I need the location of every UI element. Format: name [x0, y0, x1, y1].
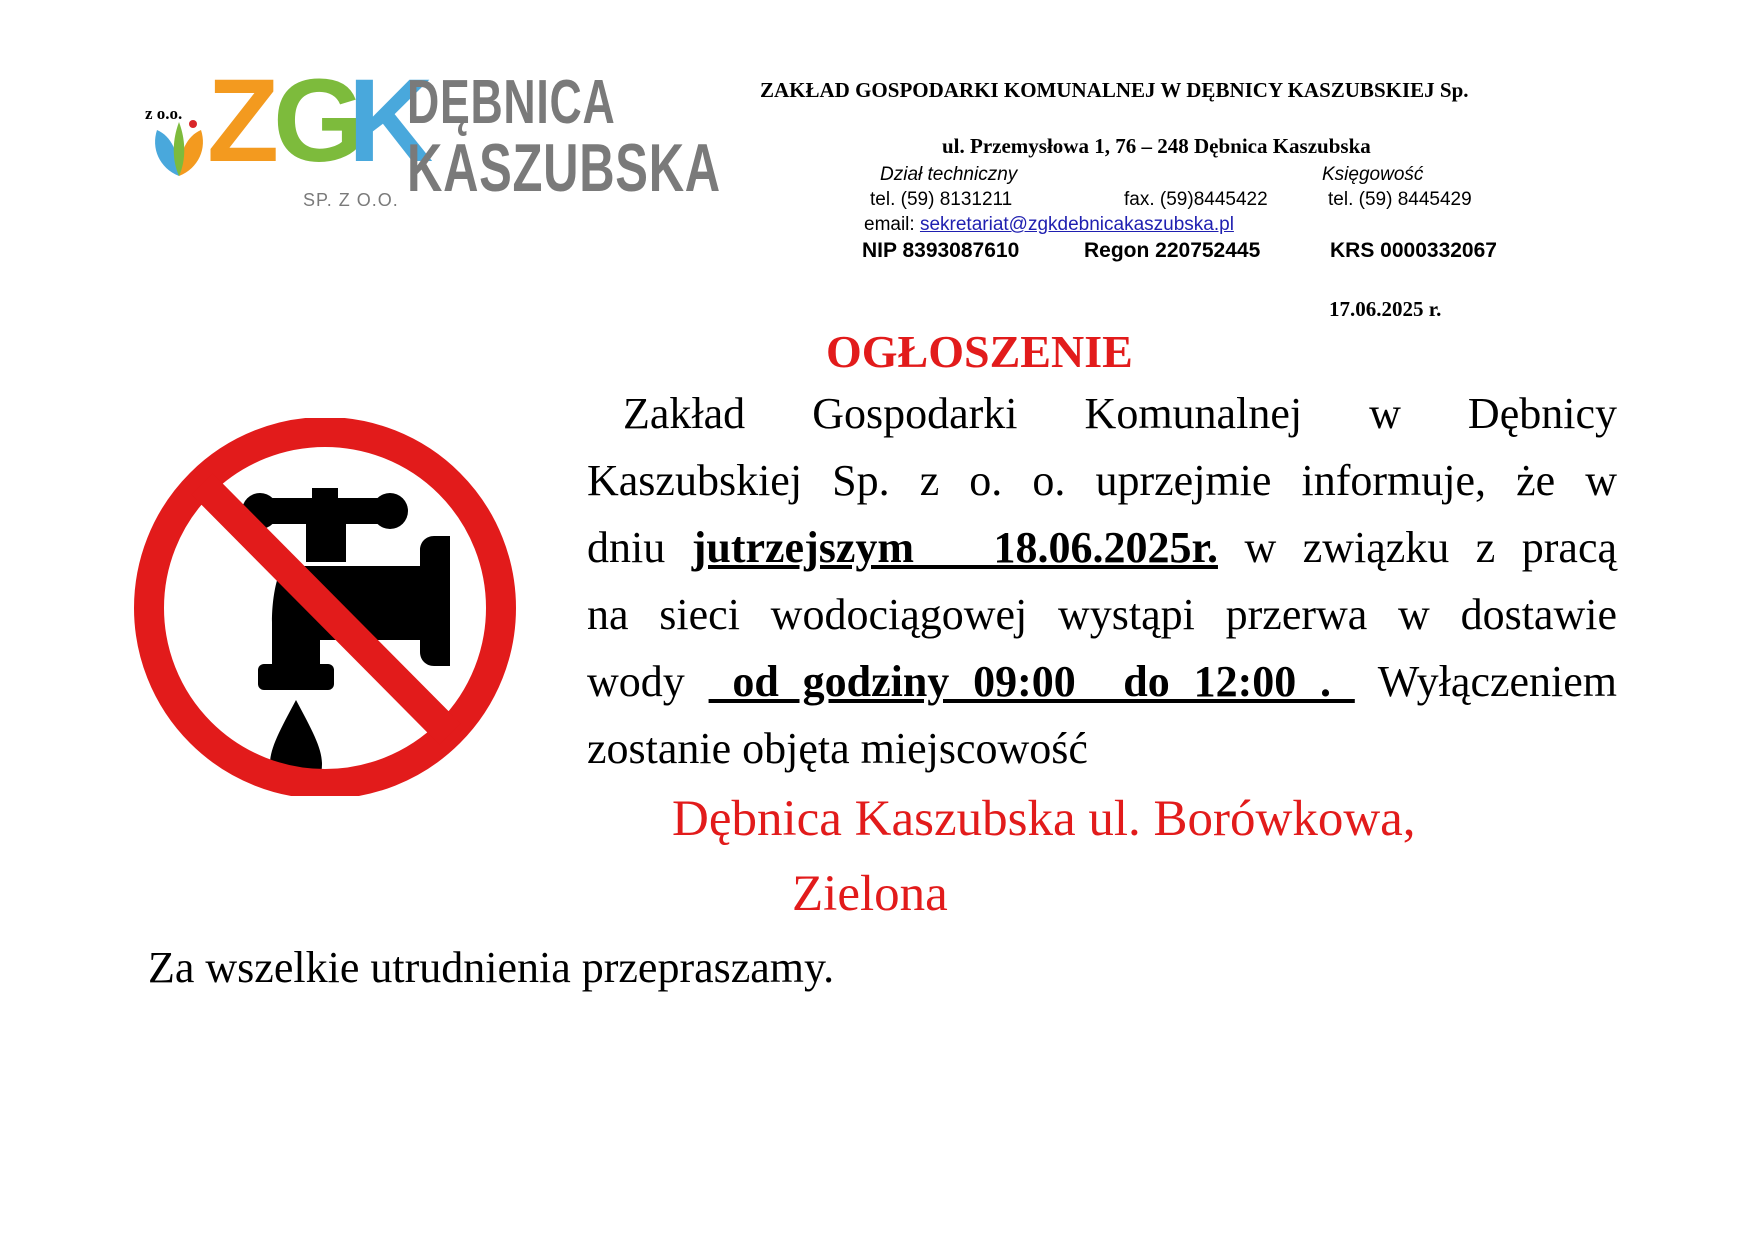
- nip-number: NIP 8393087610: [862, 239, 1020, 262]
- email-link[interactable]: sekretariat@zgkdebnicakaszubska.pl: [919, 214, 1234, 235]
- logo-letter-k: K: [348, 55, 434, 187]
- accounting-label: Księgowość: [1322, 164, 1424, 185]
- notice-line-3-start: dniu: [587, 523, 666, 572]
- logo-letter-z: Z: [207, 55, 276, 187]
- tech-dept-label: Dział techniczny: [880, 164, 1018, 185]
- company-logo: [145, 55, 721, 214]
- notice-line-3-end: w związku z pracą: [1244, 523, 1618, 572]
- leaf-logo-icon: [149, 118, 209, 178]
- notice-line-3: [587, 514, 1617, 581]
- notice-line-4: na sieci wodociągowej wystąpi przerwa w dostawie: [587, 590, 1617, 639]
- email-label: email:: [864, 214, 915, 235]
- accounting-phone: tel. (59) 8445429: [1328, 189, 1472, 210]
- notice-line-1: Zakład Gospodarki Komunalnej w Dębnicy: [623, 389, 1617, 438]
- outage-date: jutrzejszym 18.06.2025r.: [691, 523, 1218, 572]
- fax-number: fax. (59)8445422: [1124, 189, 1268, 210]
- tech-phone: tel. (59) 8131211: [870, 189, 1013, 210]
- notice-line-2: Kaszubskiej Sp. z o. o. uprzejmie informuje, że w: [587, 456, 1617, 505]
- logo-city-line1: DĘBNICA: [407, 68, 616, 137]
- outage-hours: od godziny 09:00 do 12:00 .: [708, 657, 1355, 706]
- email-line: [864, 214, 1234, 236]
- regon-number: Regon 220752445: [1084, 239, 1261, 262]
- notice-line-6: zostanie objęta miejscowość: [587, 724, 1088, 773]
- company-name: ZAKŁAD GOSPODARKI KOMUNALNEJ W DĘBNICY KASZUBSKIEJ Sp.: [760, 78, 1469, 102]
- location-line-2: Zielona: [792, 866, 948, 922]
- notice-title: OGŁOSZENIE: [826, 326, 1133, 377]
- logo-suffix: SP. Z O.O.: [303, 190, 399, 210]
- company-address: ul. Przemysłowa 1, 76 – 248 Dębnica Kaszubska: [942, 134, 1371, 158]
- logo-prefix: z o.o.: [145, 104, 183, 123]
- apology-text: Za wszelkie utrudnienia przepraszamy.: [148, 943, 835, 992]
- logo-city-line2: KASZUBSKA: [407, 130, 721, 206]
- notice-line-5-start: wody: [587, 657, 685, 706]
- document-date: 17.06.2025 r.: [1329, 297, 1442, 321]
- notice-paragraph: [587, 380, 1617, 782]
- krs-number: KRS 0000332067: [1330, 239, 1497, 262]
- no-water-tap-icon: [120, 418, 530, 796]
- logo-letter-g: G: [273, 55, 365, 187]
- location-line-1: Dębnica Kaszubska ul. Borówkowa,: [672, 791, 1416, 847]
- notice-line-5-end: Wyłączeniem: [1377, 657, 1618, 706]
- notice-line-5: [587, 648, 1617, 715]
